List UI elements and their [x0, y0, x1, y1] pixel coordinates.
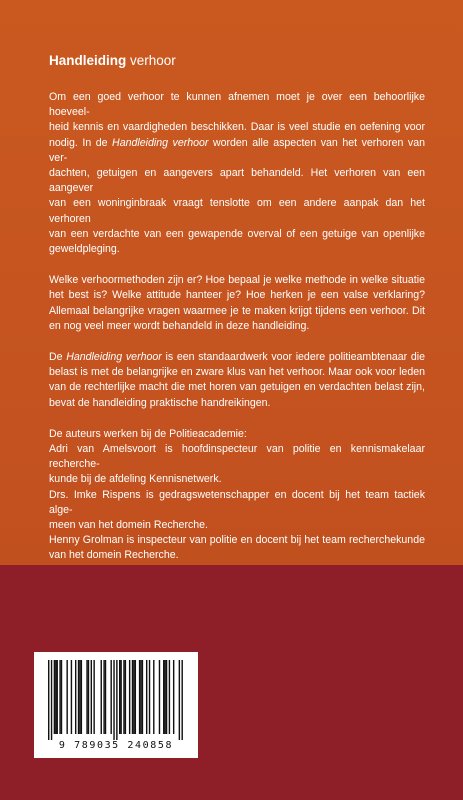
barcode-bar	[91, 660, 92, 734]
text-line: bevat de handleiding praktische handreikingen.	[49, 396, 271, 409]
text-span: nodig. In de	[49, 136, 113, 149]
barcode-bar	[110, 660, 111, 734]
text-line	[49, 136, 425, 166]
barcode-bar	[139, 660, 140, 734]
barcode-bar	[163, 660, 164, 734]
barcode-bar	[133, 660, 134, 734]
barcode-bar	[119, 660, 120, 734]
barcode-bar	[116, 660, 117, 740]
text-line	[49, 350, 425, 365]
text-line: van de rechterlijke macht die met horen van getuigen en verdachten belast zijn,	[49, 381, 425, 394]
barcode-bar	[173, 660, 174, 734]
text-line: belast is met de belangrijke en zware klus van het verhoor. Maar ook voor leden	[49, 366, 425, 379]
text-line: van een verdachte van een gewapende overval of een getuige van openlijke	[49, 227, 425, 240]
barcode-bar	[140, 660, 141, 734]
barcode-bar	[81, 660, 82, 734]
barcode-bar	[55, 660, 56, 734]
barcode-bar	[181, 660, 182, 740]
barcode-bar	[179, 660, 180, 740]
barcode-bar	[101, 660, 102, 734]
text-line: van een woninginbraak vraagt tenslotte om een andere aanpak dan het verhoren	[49, 197, 425, 225]
text-line: kunde bij de afdeling Kennisnetwerk.	[49, 473, 222, 486]
paragraph-authors	[49, 427, 425, 564]
text-line: dachten, getuigen en aangevers apart behandeld. Het verhoren van een aangever	[49, 167, 425, 195]
barcode-bar	[129, 660, 130, 734]
text-line: Om een goed verhoor te kunnen afnemen moet je over een behoorlijke hoeveel-	[49, 91, 425, 119]
barcode-bar	[88, 660, 89, 734]
barcode-bar	[105, 660, 106, 734]
text-line: meen van het domein Recherche.	[49, 519, 208, 532]
barcode-bar	[153, 660, 154, 734]
paragraph-questions	[49, 273, 425, 334]
barcode-bar	[169, 660, 170, 734]
italic-book-title: Handleiding verhoor	[66, 351, 162, 364]
barcode-bar	[113, 660, 114, 740]
barcode-bar	[71, 660, 72, 734]
text-span: De	[49, 351, 67, 364]
barcode-bar	[75, 660, 76, 734]
barcode-bar	[57, 660, 58, 734]
back-cover-text	[49, 52, 425, 580]
text-line: Drs. Imke Rispens is gedragswetenschapper en docent bij het team tactiek alge-	[49, 488, 425, 516]
text-line: Adri van Amelsvoort is hoofdinspecteur van politie en kennismakelaar recherche-	[49, 443, 425, 471]
text-line: heid kennis en vaardigheden beschikken. Daar is veel studie en oefening voor	[49, 121, 425, 134]
barcode-bars	[44, 660, 188, 740]
barcode-bar	[132, 660, 133, 734]
barcode	[34, 652, 198, 758]
barcode-bar	[123, 660, 124, 734]
text-span: worden alle aspecten van het verhoren van ver-	[49, 136, 425, 164]
barcode-bar	[146, 660, 147, 734]
barcode-bar	[149, 660, 150, 734]
barcode-bar	[125, 660, 126, 734]
barcode-bar	[142, 660, 143, 734]
barcode-bar	[164, 660, 165, 734]
barcode-bar	[166, 660, 167, 734]
barcode-bar	[93, 660, 94, 734]
barcode-bar	[59, 660, 60, 734]
text-span: is een standaardwerk voor iedere politieambtenaar die	[161, 351, 425, 364]
barcode-bar	[86, 660, 87, 734]
barcode-bar	[78, 660, 79, 734]
barcode-bar	[159, 660, 160, 734]
text-line: Henny Grolman is inspecteur van politie en docent bij het team recherchekunde	[49, 534, 425, 547]
text-line: De auteurs werken bij de Politieacademie:	[49, 427, 247, 440]
isbn-number: 9 789035 240858	[58, 740, 174, 751]
title-bold: Handleiding	[49, 53, 127, 68]
barcode-bar	[79, 660, 80, 734]
barcode-bar	[61, 660, 62, 734]
text-line: geweldpleging.	[49, 243, 120, 256]
book-title	[49, 52, 425, 70]
text-line: Allemaal belangrijke vragen waarmee je te maken krijgt tijdens een verhoor. Dit	[49, 304, 425, 317]
title-rest: verhoor	[126, 53, 176, 68]
barcode-bar	[103, 660, 104, 734]
barcode-bar	[51, 660, 52, 740]
text-line: en nog veel meer wordt behandeld in deze handleiding.	[49, 319, 310, 332]
barcode-bar	[66, 660, 67, 734]
paragraph-intro	[49, 90, 425, 257]
barcode-bar	[54, 660, 55, 734]
barcode-bar	[48, 660, 49, 740]
paragraph-audience	[49, 350, 425, 411]
text-line: Welke verhoormethoden zijn er? Hoe bepaal je welke methode in welke situatie	[49, 274, 425, 287]
text-line: het best is? Welke attitude hanteer je? Hoe herken je een valse verklaring?	[49, 289, 425, 302]
italic-book-title: Handleiding verhoor	[112, 136, 209, 149]
text-line: van het domein Recherche.	[49, 549, 179, 562]
barcode-bar	[120, 660, 121, 734]
barcode-bar	[135, 660, 136, 734]
